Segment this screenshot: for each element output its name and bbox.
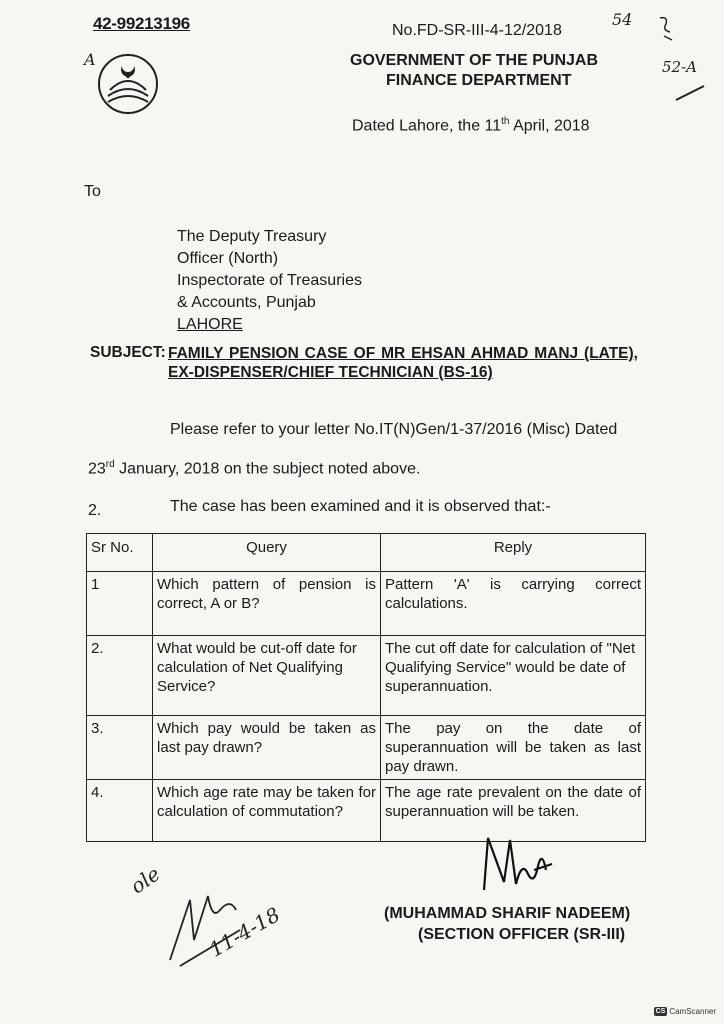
- table-row: [87, 780, 646, 842]
- handwritten-scribble-icon: [650, 14, 690, 44]
- header-query: Query: [153, 534, 381, 572]
- cell-reply: The age rate prevalent on the date of superannuation will be taken.: [381, 780, 646, 842]
- cell-reply: The cut off date for calculation of "Net Qualifying Service" would be date of superannuation.: [381, 636, 646, 716]
- paragraph-2-number: 2.: [88, 502, 102, 519]
- punjab-emblem-icon: [96, 52, 160, 116]
- recipient-address: [177, 226, 362, 336]
- department-heading: FINANCE DEPARTMENT: [386, 72, 572, 89]
- phone-number: 42-99213196: [93, 14, 190, 33]
- cell-query: What would be cut-off date for calculation of Net Qualifying Service?: [153, 636, 381, 716]
- paragraph-1-line-2: 23rd January, 2018 on the subject noted above.: [88, 459, 421, 478]
- camscanner-label: CamScanner: [669, 1007, 716, 1016]
- cell-query: Which age rate may be taken for calculation of commutation?: [153, 780, 381, 842]
- paragraph-1-line-1: Please refer to your letter No.IT(N)Gen/1-37/2016 (Misc) Dated: [170, 421, 618, 438]
- subject-label: SUBJECT:: [90, 344, 166, 361]
- to-label: To: [84, 183, 101, 200]
- address-city: LAHORE: [177, 316, 243, 333]
- handwritten-note-52a: 52-A: [662, 58, 697, 76]
- address-line: & Accounts, Punjab: [177, 294, 316, 311]
- query-reply-table: [86, 533, 646, 842]
- handwritten-mark-a: A: [84, 50, 96, 69]
- signatory-title: (SECTION OFFICER (SR-III): [418, 926, 626, 943]
- address-line: The Deputy Treasury: [177, 228, 327, 245]
- table-row: [87, 572, 646, 636]
- cell-query: Which pattern of pension is correct, A or B?: [153, 572, 381, 636]
- subject-text: FAMILY PENSION CASE OF MR EHSAN AHMAD MANJ (LATE), EX-DISPENSER/CHIEF TECHNICIAN (BS-16): [168, 345, 638, 381]
- header-sr-no: Sr No.: [87, 534, 153, 572]
- camscanner-watermark: [654, 1007, 716, 1016]
- cell-sr: 4.: [87, 780, 153, 842]
- header-reply: Reply: [381, 534, 646, 572]
- signature-scribble-icon: [476, 830, 556, 900]
- paragraph-2-text: The case has been examined and it is observed that:-: [170, 498, 551, 515]
- reference-number: No.FD-SR-III-4-12/2018: [392, 22, 562, 39]
- cell-sr: 1: [87, 572, 153, 636]
- address-line: Inspectorate of Treasuries: [177, 272, 362, 289]
- cell-sr: 2.: [87, 636, 153, 716]
- camscanner-logo-icon: CS: [655, 1008, 666, 1015]
- table-row: [87, 716, 646, 780]
- table-row: [87, 636, 646, 716]
- table-header-row: [87, 534, 646, 572]
- date-line: Dated Lahore, the 11th April, 2018: [352, 116, 590, 135]
- handwritten-note-54: 54: [612, 10, 633, 29]
- government-heading: GOVERNMENT OF THE PUNJAB: [350, 52, 599, 69]
- address-line: Officer (North): [177, 250, 279, 267]
- cell-reply: The pay on the date of superannuation will be taken as last pay drawn.: [381, 716, 646, 780]
- handwritten-stroke-icon: [672, 80, 708, 104]
- signatory-name: (MUHAMMAD SHARIF NADEEM): [384, 905, 631, 922]
- handwritten-date: 11-4-18: [205, 902, 284, 962]
- cell-query: Which pay would be taken as last pay drawn?: [153, 716, 381, 780]
- handwritten-initials: ole: [125, 861, 165, 899]
- cell-sr: 3.: [87, 716, 153, 780]
- cell-reply: Pattern 'A' is carrying correct calculations.: [381, 572, 646, 636]
